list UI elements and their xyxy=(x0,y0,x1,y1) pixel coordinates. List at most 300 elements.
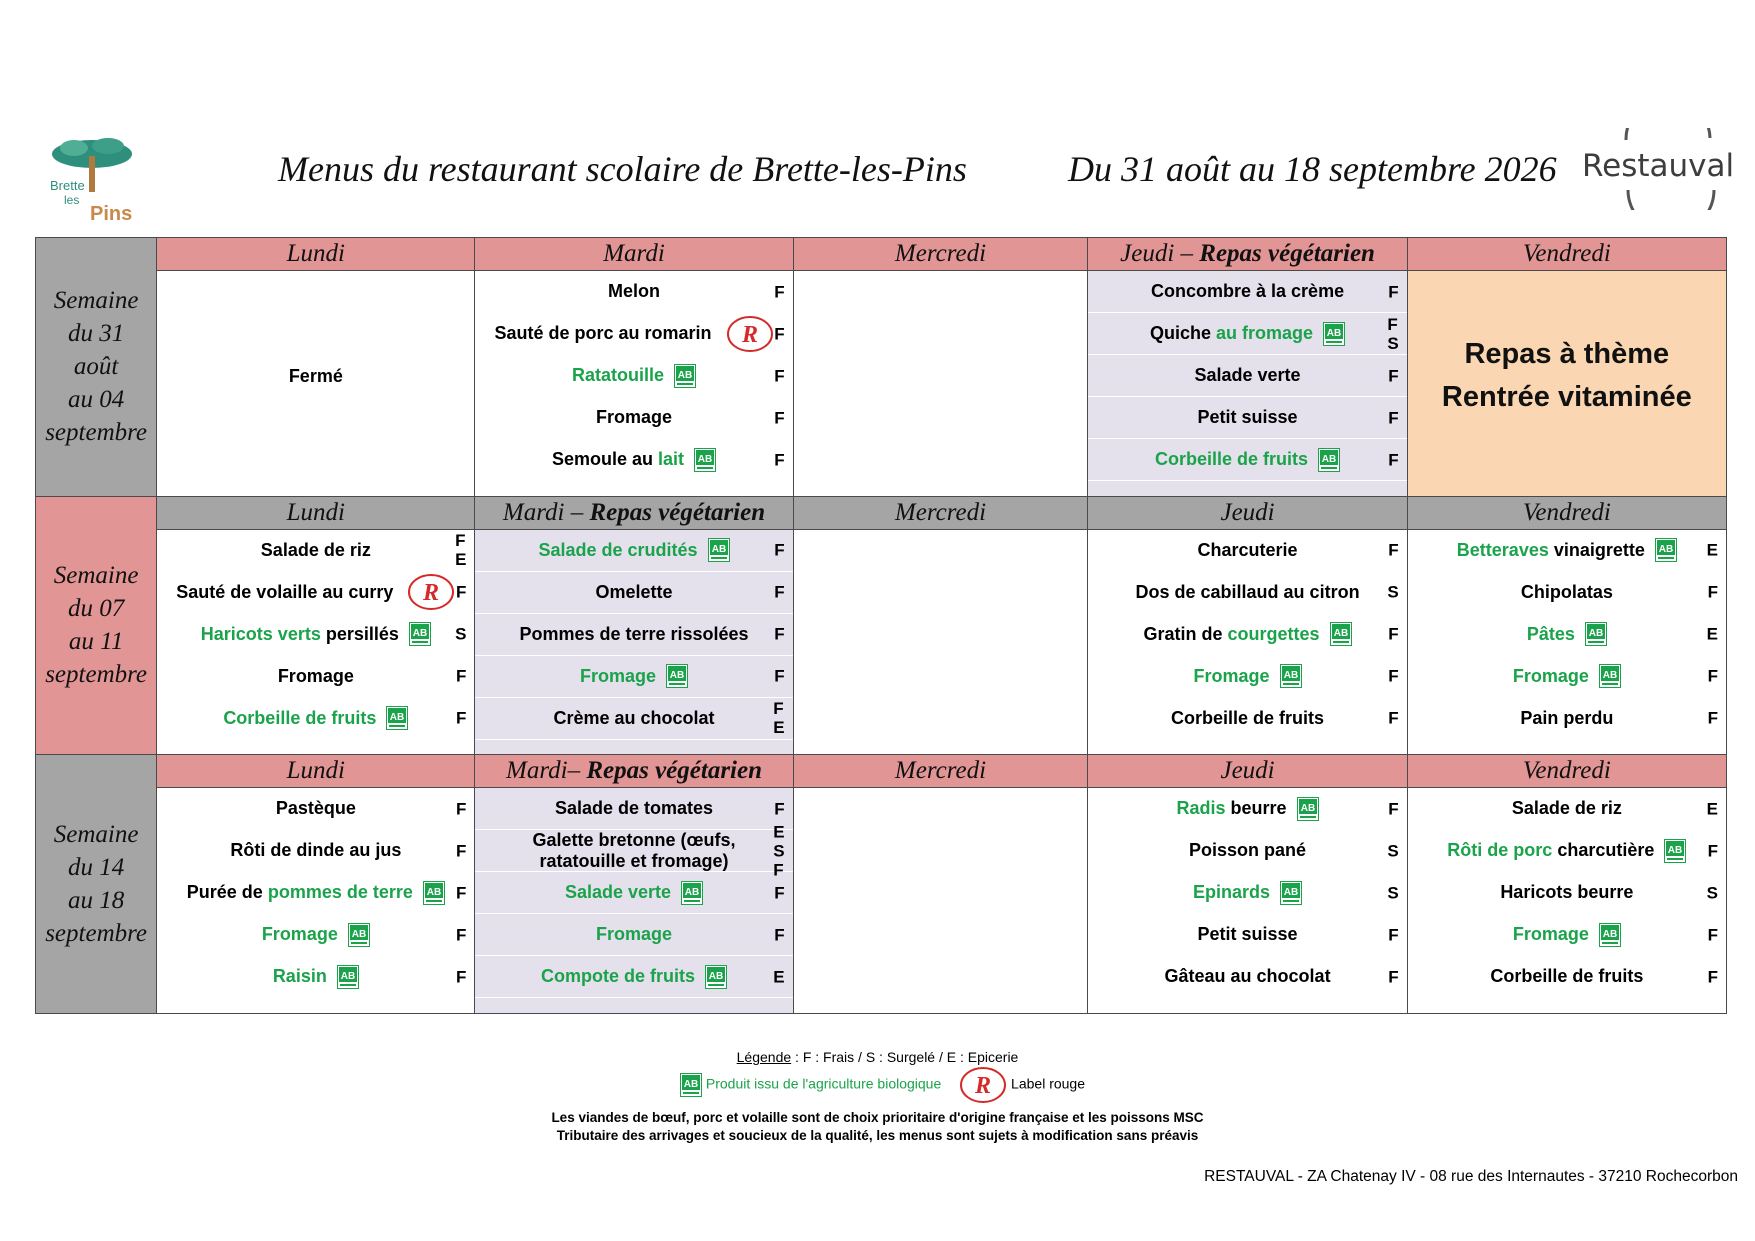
storage-code: S xyxy=(455,624,467,644)
storage-code: F xyxy=(1707,925,1718,945)
vegetarian-tag: Repas végétarien xyxy=(1199,240,1375,267)
menu-item xyxy=(157,914,474,956)
week-label-line: septembre xyxy=(45,661,148,689)
storage-code: F xyxy=(1388,408,1399,427)
menu-item xyxy=(794,698,1088,740)
storage-code: S xyxy=(1387,883,1399,903)
legend-labels xyxy=(0,1066,1755,1104)
dish-name xyxy=(230,840,401,861)
day-name: Vendredi xyxy=(1522,498,1611,526)
svg-text:AB: AB xyxy=(1668,844,1683,856)
page-title: Menus du restaurant scolaire de Brette-les-Pins xyxy=(278,149,967,189)
week-menu-row xyxy=(36,529,1727,755)
menu-item xyxy=(1408,872,1726,914)
day-menu xyxy=(1088,788,1407,1014)
day-header xyxy=(475,496,793,529)
dish-part: Petit suisse xyxy=(1197,924,1298,945)
storage-code: E xyxy=(773,967,785,987)
storage-code: S xyxy=(1387,582,1399,602)
menu-item xyxy=(475,614,792,656)
week-label xyxy=(36,238,157,497)
svg-text:AB: AB xyxy=(1300,802,1315,814)
dish-part: Chipolatas xyxy=(1520,581,1613,602)
bio-logo-icon xyxy=(694,448,716,472)
svg-text:AB: AB xyxy=(1321,453,1337,465)
menu-item xyxy=(475,656,792,698)
dish-name xyxy=(1521,582,1613,603)
svg-text:AB: AB xyxy=(412,628,428,640)
day-menu xyxy=(157,529,475,755)
menu-item xyxy=(157,656,474,698)
storage-code: E S F xyxy=(773,822,785,880)
day-menu xyxy=(793,788,1088,1014)
menu-item xyxy=(1408,914,1726,956)
dish-part: Haricots beurre xyxy=(1500,882,1634,903)
dish-part: Omelette xyxy=(595,581,673,602)
menu-item xyxy=(475,397,792,439)
storage-code: F xyxy=(774,883,785,903)
storage-code: F xyxy=(1388,967,1399,987)
storage-code: F xyxy=(456,708,467,728)
bio-logo-icon xyxy=(386,706,408,730)
dish-name xyxy=(541,966,695,987)
dish-name xyxy=(176,582,393,603)
dish-name xyxy=(273,966,327,987)
legend-label-rouge-text: Label rouge xyxy=(1011,1075,1085,1092)
storage-code: F xyxy=(1707,841,1718,861)
vegetarian-tag: Repas végétarien xyxy=(589,498,766,526)
storage-code: E xyxy=(1706,799,1718,819)
week-label-line: août xyxy=(73,353,119,381)
svg-text:Brette: Brette xyxy=(50,178,85,193)
storage-code: F E xyxy=(773,699,785,738)
day-header xyxy=(793,496,1088,529)
menu-item xyxy=(1088,397,1406,439)
menu-item xyxy=(1088,914,1406,956)
legend-bio-text: Produit issu de l'agriculture biologique xyxy=(705,1075,942,1092)
svg-text:AB: AB xyxy=(1283,670,1298,682)
week-label-line: septembre xyxy=(45,419,148,447)
dish-part: Quiche xyxy=(1150,323,1217,343)
bio-logo-icon xyxy=(1280,881,1302,905)
storage-code: F xyxy=(774,925,785,945)
day-menu xyxy=(1407,271,1726,497)
dish-part: vinaigrette xyxy=(1548,539,1645,560)
dish-bio-part: Rôti de porc xyxy=(1447,840,1553,861)
menu-item xyxy=(794,914,1088,956)
day-name: Mardi – xyxy=(502,498,590,526)
dish-part: Crème au chocolat xyxy=(553,707,715,728)
date-range: Du 31 août au 18 septembre 2026 xyxy=(1068,149,1557,189)
dish-name xyxy=(1195,365,1301,386)
storage-code: F xyxy=(774,540,785,560)
dish-name xyxy=(1144,624,1320,645)
menu-item xyxy=(1088,614,1406,656)
menu-item xyxy=(794,530,1088,572)
menu-item xyxy=(794,439,1088,481)
dish-part: beurre xyxy=(1225,798,1287,819)
day-header xyxy=(1407,238,1726,271)
svg-text:AB: AB xyxy=(426,886,442,898)
dish-name xyxy=(1520,708,1613,729)
day-header xyxy=(1088,496,1407,529)
dish-bio-part: pommes de terre xyxy=(267,882,413,903)
storage-code: F E xyxy=(455,531,467,570)
dish-name xyxy=(1527,624,1575,645)
svg-text:AB: AB xyxy=(708,970,724,982)
dish-part: Salade de riz xyxy=(260,539,371,560)
menu-item xyxy=(1408,530,1726,572)
dish-bio-part: au fromage xyxy=(1216,323,1314,343)
dish-name xyxy=(1512,798,1622,819)
bio-logo-icon xyxy=(666,664,688,688)
menu-item xyxy=(1088,872,1406,914)
svg-text:AB: AB xyxy=(711,544,726,556)
storage-code: F xyxy=(1388,282,1399,301)
dish-part: Charcuterie xyxy=(1197,539,1298,560)
storage-code: F xyxy=(456,967,467,987)
bio-logo-icon xyxy=(705,965,727,989)
menu-item xyxy=(794,830,1088,872)
bio-logo-icon xyxy=(1323,322,1345,346)
menu-item xyxy=(1088,271,1406,313)
menu-item xyxy=(794,572,1088,614)
day-menu xyxy=(1088,271,1407,497)
dish-part: Poisson pané xyxy=(1189,840,1307,861)
storage-code: F xyxy=(1388,624,1399,644)
menu-item xyxy=(1088,313,1406,355)
dish-bio-part: Haricots verts xyxy=(200,623,321,644)
storage-code: F xyxy=(774,450,785,469)
day-name: Jeudi xyxy=(1220,498,1275,526)
day-name: Jeudi xyxy=(1220,757,1275,785)
day-menu xyxy=(793,271,1088,497)
storage-code: F xyxy=(1707,666,1718,686)
dish-bio-part: Fromage xyxy=(595,924,673,945)
storage-code: F xyxy=(1707,967,1718,987)
day-header xyxy=(1088,755,1407,788)
dish-name xyxy=(1194,666,1270,687)
storage-code: F xyxy=(456,666,467,686)
dish-name xyxy=(1198,407,1298,428)
storage-code: F xyxy=(774,582,785,602)
dish-name xyxy=(276,798,356,819)
menu-item xyxy=(1408,572,1726,614)
menu-item xyxy=(1088,355,1406,397)
svg-text:AB: AB xyxy=(683,1079,699,1090)
vegetarian-tag: Repas végétarien xyxy=(586,757,762,785)
svg-text:AB: AB xyxy=(1283,886,1299,898)
storage-code: F xyxy=(1388,366,1399,385)
legend-codes-text: : F : Frais / S : Surgelé / E : Epicerie xyxy=(791,1049,1019,1065)
dish-part: Sauté de volaille au curry xyxy=(176,581,394,602)
dish-name xyxy=(262,924,338,945)
svg-text:AB: AB xyxy=(684,886,700,898)
menu-item xyxy=(475,530,792,572)
dish-name xyxy=(187,882,413,903)
bio-logo-icon xyxy=(708,538,730,562)
storage-code: F xyxy=(456,883,467,903)
svg-text:AB: AB xyxy=(390,712,405,724)
dish-bio-part: Epinards xyxy=(1193,882,1271,903)
dish-bio-part: Fromage xyxy=(579,665,657,686)
dish-part: Salade verte xyxy=(1194,365,1301,385)
storage-code: F xyxy=(456,582,467,602)
menu-item xyxy=(794,271,1088,313)
bio-logo-icon xyxy=(348,923,370,947)
dish-part: Pain perdu xyxy=(1520,707,1614,728)
menu-item xyxy=(475,698,792,740)
day-header xyxy=(475,238,793,271)
dish-part: persillés xyxy=(320,623,399,644)
week-label xyxy=(36,755,157,1014)
dish-name xyxy=(572,365,664,386)
day-name: Mardi xyxy=(603,240,665,267)
svg-text:AB: AB xyxy=(1602,928,1618,940)
dish-part: charcutière xyxy=(1552,840,1655,861)
storage-code: F xyxy=(774,282,785,301)
week-label-line: au 11 xyxy=(68,628,124,656)
dish-part: Purée de xyxy=(186,882,268,903)
closed-label: Fermé xyxy=(288,365,343,386)
menu-item xyxy=(1408,830,1726,872)
dish-part: Semoule au xyxy=(551,449,659,469)
dish-name xyxy=(494,323,711,344)
storage-code: F xyxy=(774,799,785,819)
svg-text:R: R xyxy=(741,321,758,348)
day-name: Mercredi xyxy=(894,757,987,785)
day-header xyxy=(793,755,1088,788)
day-menu xyxy=(157,788,475,1014)
theme-line: Repas à thème xyxy=(1464,338,1670,370)
legend-codes xyxy=(0,1048,1755,1066)
dish-name xyxy=(1171,708,1324,729)
dish-name xyxy=(553,708,714,729)
dish-name xyxy=(1151,281,1344,302)
label-rouge-icon xyxy=(959,1066,1007,1104)
week-header-row xyxy=(36,238,1727,271)
dish-part: Dos de cabillaud au citron xyxy=(1135,581,1360,602)
menu-grid xyxy=(35,237,1727,1014)
label-rouge-icon xyxy=(726,315,774,353)
day-header xyxy=(157,238,475,271)
dish-part: Gâteau au chocolat xyxy=(1164,966,1331,987)
bio-logo-icon xyxy=(1585,622,1607,646)
menu-item xyxy=(1088,572,1406,614)
storage-code: F xyxy=(456,799,467,819)
dish-name xyxy=(201,624,399,645)
footer-address: RESTAUVAL - ZA Chatenay IV - 08 rue des Internautes - 37210 Rochecorbon xyxy=(1204,1168,1738,1185)
storage-code: F xyxy=(1388,540,1399,560)
storage-code: E xyxy=(1706,540,1718,560)
week-label-line: Semaine xyxy=(53,562,139,590)
storage-code: F S xyxy=(1387,314,1399,353)
day-header xyxy=(1407,496,1726,529)
menu-item xyxy=(475,822,792,880)
dish-name xyxy=(1457,540,1645,561)
week-label-line: du 07 xyxy=(68,595,125,623)
svg-text:R: R xyxy=(975,1073,992,1099)
day-header xyxy=(793,238,1088,271)
day-menu xyxy=(475,271,793,497)
dish-bio-part: lait xyxy=(658,449,685,469)
dish-bio-part: Betteraves xyxy=(1456,539,1549,560)
menu-item xyxy=(794,872,1088,914)
menu-item xyxy=(794,656,1088,698)
dish-bio-part: Fromage xyxy=(261,924,338,945)
dish-name xyxy=(1177,798,1287,819)
dish-part: Melon xyxy=(608,281,660,301)
storage-code: F xyxy=(1707,582,1718,602)
bio-logo-icon xyxy=(1280,664,1302,688)
dish-name xyxy=(223,708,376,729)
menu-item xyxy=(475,572,792,614)
bio-logo-icon xyxy=(337,965,359,989)
svg-text:AB: AB xyxy=(697,453,713,465)
bio-logo-icon xyxy=(1599,923,1621,947)
week-label-line: septembre xyxy=(45,920,148,948)
day-name: Mercredi xyxy=(894,498,987,526)
storage-code: F xyxy=(774,366,785,385)
dish-name xyxy=(608,281,660,302)
dish-bio-part: Raisin xyxy=(272,966,327,987)
week-header-row xyxy=(36,755,1727,788)
storage-code: F xyxy=(1388,450,1399,469)
note-changes: Tributaire des arrivages et soucieux de la qualité, les menus sont sujets à modification sans préavis xyxy=(556,1128,1199,1143)
bio-logo-icon xyxy=(674,364,696,388)
dish-name xyxy=(1193,882,1270,903)
menu-item xyxy=(475,914,792,956)
menu-item xyxy=(1408,614,1726,656)
menu-item xyxy=(794,956,1088,998)
menu-item xyxy=(157,956,474,998)
dish-part: Fromage xyxy=(595,407,673,427)
storage-code: F xyxy=(1388,925,1399,945)
day-name: Vendredi xyxy=(1522,757,1611,785)
dish-name xyxy=(555,798,713,819)
menu-item xyxy=(1088,788,1406,830)
menu-item xyxy=(1408,656,1726,698)
dish-part: Galette bretonne (œufs, ratatouille et fromage) xyxy=(532,829,736,871)
legend-word: Légende xyxy=(736,1049,792,1065)
dish-name xyxy=(596,407,672,428)
menu-item xyxy=(157,698,474,740)
dish-name xyxy=(565,882,671,903)
restauval-logo-text: Restauval xyxy=(1582,148,1735,184)
menu-item xyxy=(1088,656,1406,698)
menu-item xyxy=(157,830,474,872)
menu-item xyxy=(794,788,1088,830)
dish-bio-part: Compote de fruits xyxy=(541,966,696,987)
svg-text:Pins: Pins xyxy=(90,203,133,224)
menu-item xyxy=(157,614,474,656)
day-header xyxy=(157,496,475,529)
week-label-line: du 31 xyxy=(68,320,125,348)
bio-logo-icon xyxy=(423,881,445,905)
dish-name xyxy=(278,666,354,687)
dish-part: Corbeille de fruits xyxy=(1490,966,1644,987)
menu-item xyxy=(475,313,792,355)
day-menu xyxy=(1088,529,1407,755)
dish-bio-part: Corbeille de fruits xyxy=(1155,449,1309,469)
dish-name xyxy=(538,540,697,561)
day-name: Lundi xyxy=(286,240,346,267)
week-label-line: au 04 xyxy=(68,386,125,414)
menu-item xyxy=(1088,830,1406,872)
day-name: Lundi xyxy=(286,757,346,785)
dish-name xyxy=(596,924,672,945)
day-menu xyxy=(475,529,793,755)
menu-item xyxy=(157,572,474,614)
day-name: Jeudi – xyxy=(1120,240,1200,267)
svg-text:AB: AB xyxy=(1588,628,1604,640)
dish-name xyxy=(580,666,656,687)
storage-code: F xyxy=(774,666,785,686)
day-name: Mardi– xyxy=(506,757,587,785)
menu-item xyxy=(1088,698,1406,740)
menu-item xyxy=(475,355,792,397)
dish-name xyxy=(1189,840,1306,861)
week-label-line: du 14 xyxy=(68,854,125,882)
dish-name xyxy=(1513,924,1589,945)
dish-part: Salade de tomates xyxy=(554,798,714,819)
storage-code: F xyxy=(1388,666,1399,686)
week-label xyxy=(36,496,157,755)
storage-code: S xyxy=(1387,841,1399,861)
dish-bio-part: Corbeille de fruits xyxy=(223,707,377,728)
dish-part: Salade de riz xyxy=(1511,798,1622,819)
week-label-line: Semaine xyxy=(53,287,139,315)
theme-line: Rentrée vitaminée xyxy=(1441,381,1692,413)
dish-name xyxy=(1150,323,1313,344)
menu-item xyxy=(157,872,474,914)
dish-bio-part: Salade verte xyxy=(564,882,672,903)
dish-bio-part: Ratatouille xyxy=(572,365,665,385)
day-header xyxy=(157,755,475,788)
menu-item xyxy=(1408,698,1726,740)
dish-name xyxy=(1136,582,1360,603)
svg-text:AB: AB xyxy=(1333,628,1348,640)
day-menu xyxy=(1407,788,1726,1014)
svg-text:AB: AB xyxy=(1602,670,1618,682)
menu-item xyxy=(157,530,474,572)
storage-code: F xyxy=(774,624,785,644)
day-menu xyxy=(475,788,793,1014)
day-header xyxy=(475,755,793,788)
menu-item xyxy=(475,439,792,481)
day-header xyxy=(1407,755,1726,788)
storage-code: F xyxy=(774,408,785,427)
week-header-row xyxy=(36,496,1727,529)
menu-item xyxy=(1088,439,1406,481)
storage-code: E xyxy=(1706,624,1718,644)
storage-code: F xyxy=(1388,799,1399,819)
dish-name xyxy=(1447,840,1654,861)
dish-part: Pommes de terre rissolées xyxy=(519,623,749,644)
dish-part: Petit suisse xyxy=(1197,407,1298,427)
svg-text:AB: AB xyxy=(351,928,367,940)
week-label-line: au 18 xyxy=(68,887,125,915)
storage-code: F xyxy=(456,841,467,861)
day-menu xyxy=(793,529,1088,755)
dish-name xyxy=(261,540,371,561)
day-header xyxy=(1088,238,1407,271)
menu-item xyxy=(794,355,1088,397)
menu-item xyxy=(794,614,1088,656)
dish-name xyxy=(1500,882,1633,903)
dish-bio-part: Fromage xyxy=(1193,665,1270,686)
menu-item xyxy=(475,956,792,998)
